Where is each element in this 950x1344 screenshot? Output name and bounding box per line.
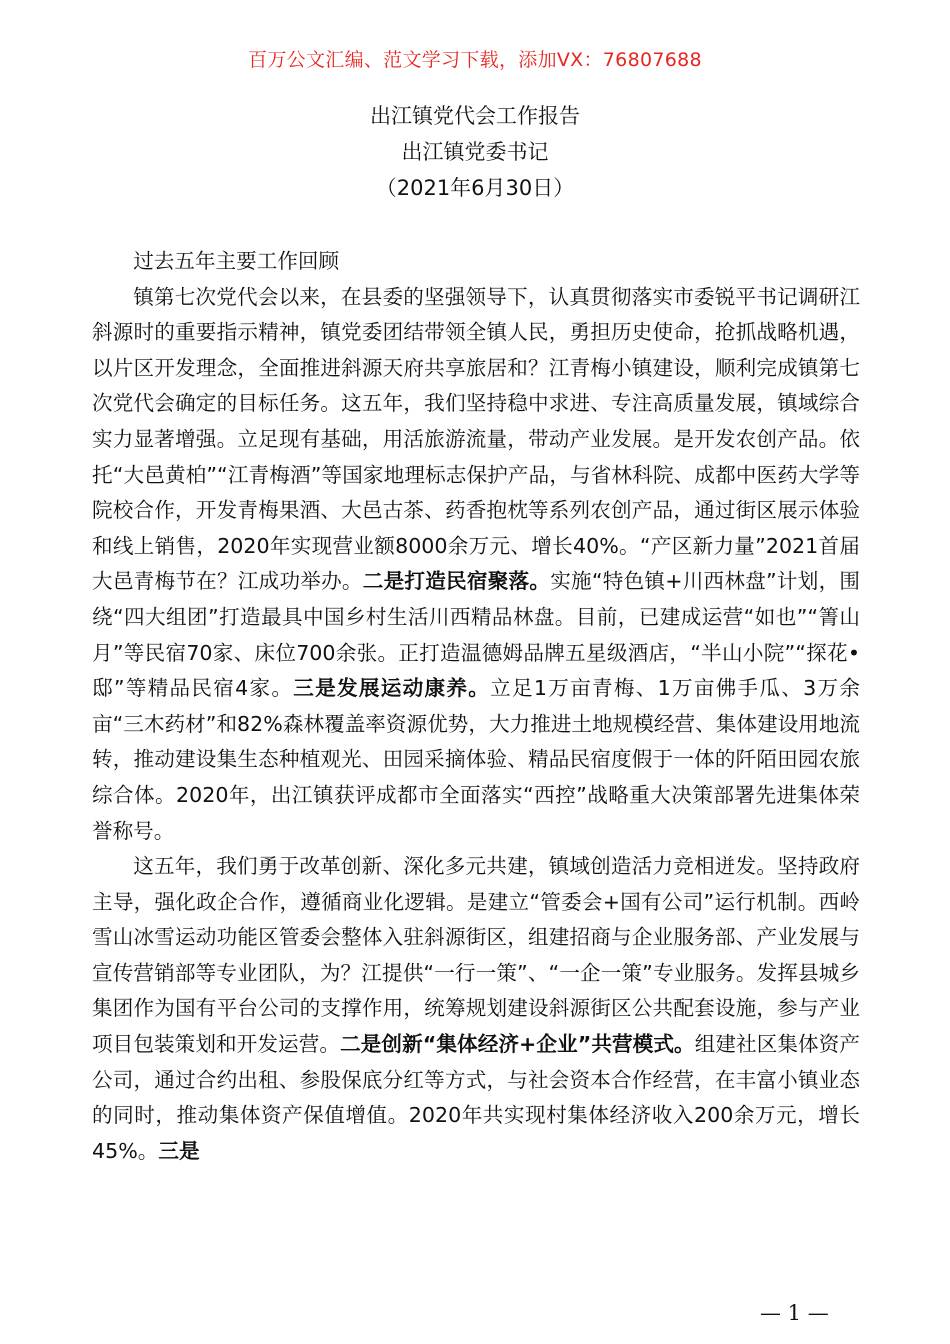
paragraph-2-bold-2: 二是创新“集体经济+企业”共营模式。 <box>340 1032 695 1057</box>
document-date: （2021年6月30日） <box>375 176 575 200</box>
paragraph-1-text-a: 镇第七次党代会以来，在县委的坚强领导下，认真贯彻落实市委锐平书记调研江斜源时的重要指示精神，镇党委团结带领全镇人民，勇担历史使命，抢抓战略机遇，以片区开发理念，全面推进斜源天府共享旅居和？江青梅小镇建设，顺利完成镇第七次党代会确定的目标任务。这五年，我们坚持稳中求进、专注高质量发展，镇域综合实力显著增强。立足现有基础，用活旅游流量，带动产业发展。是开发农创产品。依托“大邑黄柏”“江青梅酒”等国家地理标志保护产品，与省林科院、成都中医药大学等院校合作，开发青梅果酒、大邑古茶、药香抱枕等系列农创产品，通过街区展示体验和线上销售，2020年实现营业额8000余万元、增长40%。“产区新力量”2021首届大邑青梅节在？江成功举办。 <box>92 284 860 594</box>
document-header <box>0 98 950 206</box>
paragraph-1 <box>92 280 860 850</box>
paragraph-1-bold-3: 三是发展运动康养。 <box>293 676 491 701</box>
download-banner: 百万公文汇编、范文学习下载，添加VX：76807688 <box>248 49 702 71</box>
document-body <box>92 244 860 1169</box>
paragraph-2 <box>92 849 860 1169</box>
document-title: 出江镇党代会工作报告 <box>370 104 580 128</box>
paragraph-1-text-e: 立足1万亩青梅、1万亩佛手瓜、3万余亩“三木药材”和82%森林覆盖率资源优势，大力推进土地规模经营、集体建设用地流转，推动建设集生态种植观光、田园采摘体验、精品民宿度假于一体的阡陌田园农旅综合体。2020年，出江镇获评成都市全面落实“西控”战略重大决策部署先进集体荣誉称号。 <box>92 676 860 843</box>
page-number: — 1 — <box>760 1301 829 1325</box>
paragraph-1-text-c: 实施“特色镇+川西林盘”计划，围绕“四大组团”打造最具中国乡村生活川西精品林盘。目前，已建成运营“如也”“箐山月”等民宿70家、床位700余张。正打造温德姆品牌五星级酒店，“半山小院”“探花•邸”等精品民宿4家。 <box>92 569 861 701</box>
paragraph-2-text-a: 这五年，我们勇于改革创新、深化多元共建，镇域创造活力竞相迸发。坚持政府主导，强化政企合作，遵循商业化逻辑。是建立“管委会+国有公司”运行机制。西岭雪山冰雪运动功能区管委会整体入驻斜源街区，组建招商与企业服务部、产业发展与宣传营销部等专业团队，为？江提供“一行一策”、“一企一策”专业服务。发挥县城乡集团作为国有平台公司的支撑作用，统筹规划建设斜源街区公共配套设施，参与产业项目包装策划和开发运营。 <box>92 854 860 1057</box>
document-author: 出江镇党委书记 <box>401 140 549 164</box>
paragraph-2-bold-3: 三是 <box>158 1138 200 1163</box>
paragraph-2-text-c: 组建社区集体资产公司，通过合约出租、参股保底分红等方式，与社会资本合作经营，在丰富小镇业态的同时，推动集体资产保值增值。2020年共实现村集体经济收入200余万元，增长45%。 <box>92 1032 860 1163</box>
paragraph-1-bold-2: 二是打造民宿聚落。 <box>362 569 551 594</box>
section-heading: 过去五年主要工作回顾 <box>133 249 340 273</box>
